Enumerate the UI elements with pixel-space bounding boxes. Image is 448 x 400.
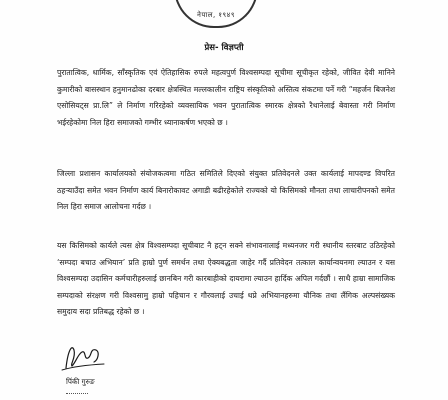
seal-text: नेपाल, १९४९ <box>197 11 235 19</box>
paragraph-3: यस किसिमको कार्यले त्यस क्षेत्र विश्वसम्पदा सूचीबाट नै हट्न सक्ने संभावनालाई मध्यनजर गरी स्थानीय स्तरबाट उठिरहेको ‘सम्पदा बचाउ अभियान’ प्रति हाम्रो पुर्ण समर्थन तथा ऐक्यबद्धता जाहेर गर्दै प्रतिवेदन तत्काल कार्यान्वयनमा ल्याउन र यस विश्वसम्पदा उदासिन कर्मचारीहरुलाई छानबिन गरी कारबाहीको दायरामा ल्याउन हार्दिक अपिल गर्दछौं । साथै हाम्रा सामाजिक सम्पदाको संरक्षण गरी विश्वसामु हाम्रो पहिचान र गौरवलाई उचाई थप्ने अभियानहरुमा यौनिक तथा लैंगिक अल्पसंख्यक समुदाय सदा प्रतिबद्ध रहेको छ । <box>57 241 395 316</box>
document-title: प्रेस- विज्ञप्ती <box>204 43 244 53</box>
signer-name: पिंकी गुरुङ <box>66 377 95 386</box>
handwritten-signature <box>60 340 106 374</box>
organization-seal <box>174 0 258 28</box>
paragraph-1: पुरातात्विक, धार्मिक, साँस्कृतिक एवं ऐतिहासिक रुपले महत्वपुर्ण विश्वसम्पदा सूचीमा सूचीकृत रहेको, जीवित देवी मानिने कुमारीको बासस्थान हनुमानढोका दरबार क्षेत्रस्थित मल्लकालीन राष्ट्रिय संस्कृतिको अस्तित्व संकटमा पर्ने गरी “महर्जन बिजनेश एसोसियट्स प्रा.लि” ले निर्माण गरिरहेको व्यवसायिक भवन पुरातात्विक स्मारक क्षेत्रको रैथानेलाई बेवास्ता गरी निर्माण भईरहेकोमा निल हिरा समाजको गम्भीर ध्यानाकर्षण भएको छ । <box>57 68 395 127</box>
paragraph-2: जिल्ला प्रशासन कार्यालयको संयोजकत्वमा गठित समितिले दिएको संयुक्त प्रतिवेदनले उक्त कार्यलाई मापदण्ड विपरित ठहऱ्याउँदा समेत भवन निर्माण कार्य बिनारोकावट अगाडी बढीरहेकोले राज्यको यो किसिमको मौनता तथा लाचारीपनको समेत निल हिरा समाज आलोचना गर्दछ । <box>57 169 395 211</box>
signature-divider <box>66 393 88 394</box>
